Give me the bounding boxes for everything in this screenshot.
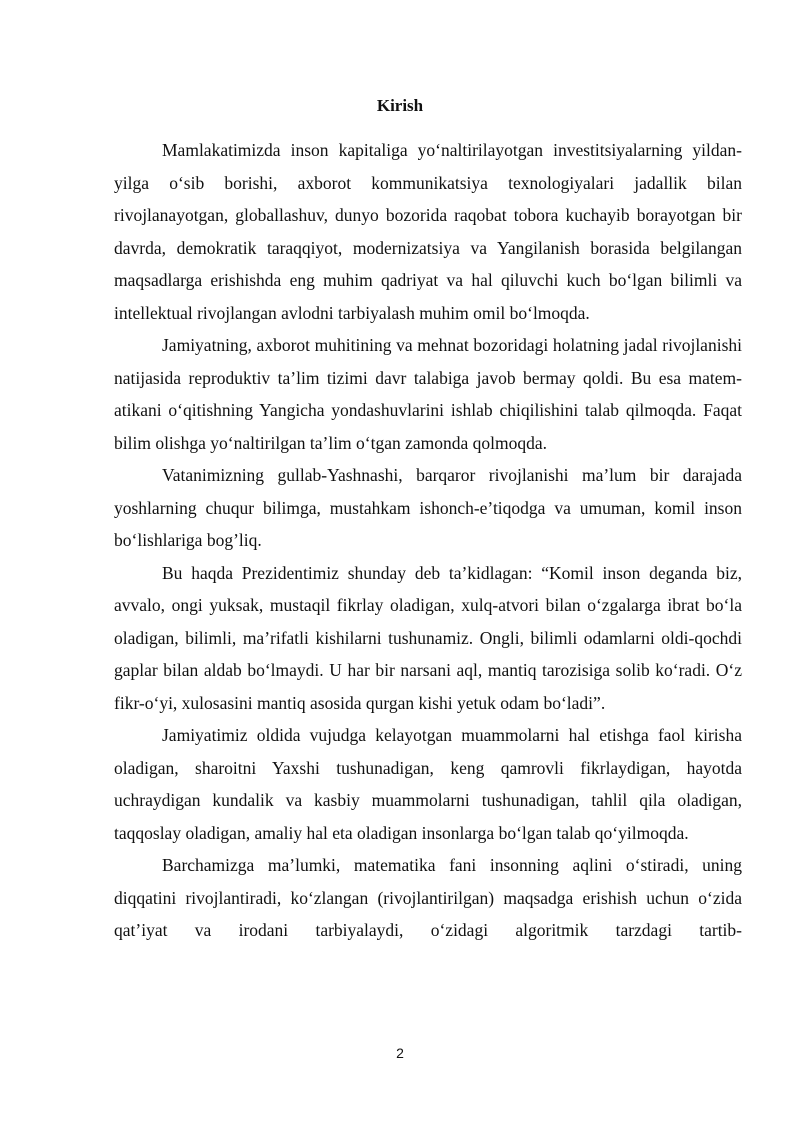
page-number: 2 <box>396 1045 404 1061</box>
paragraph-1: Mamlakatimizda inson kapitaliga yo‘naltirilayotgan investitsiyalarning yildan-yilga o‘sib borishi, axborot kommunikatsiya texnologiyalari jadallik bilan rivojlanayotgan, globallashuv, dunyo bozorida raqobat tobora kuchayib borayotgan bir davrda, demokratik taraqqiyot, modernizatsiya va Yangilanish borasida belgilangan maqsadlarga erishishda eng muhim qadriyat va hal qiluvchi kuch bo‘lgan bilimli va intellektual rivojlangan avlodni tarbiyalash muhim omil bo‘lmoqda. <box>114 140 742 323</box>
document-body <box>114 134 742 947</box>
paragraph-2: Jamiyatning, axborot muhitining va mehnat bozoridagi holatning jadal rivojlanishi natijasida reproduktiv ta’lim tizimi davr talabiga javob bermay qoldi. Bu esa matem- atikani o‘qitishning Yangicha yondashuvlarini ishlab chiqilishini talab qilmoqda. Faqat bilim olishga yo‘naltirilgan ta’lim o‘tgan zamonda qolmoqda. <box>114 335 742 453</box>
paragraph-6: Barchamizga ma’lumki, matematika fani insonning aqlini o‘stiradi, uning diqqatini rivojlantiradi, ko‘zlangan (rivojlantirilgan) maqsadga erishish uchun o‘zida qat’iyat va irodani tarbiyalaydi, o‘zidagi algoritmik tarzdagi tartib- <box>114 855 742 940</box>
page-title: Kirish <box>376 96 424 115</box>
paragraph-4: Bu haqda Prezidentimiz shunday deb ta’kidlagan: “Komil inson deganda biz, avvalo, ongi yuksak, mustaqil fikrlay oladigan, xulq-atvori bilan o‘zgalarga ibrat bo‘la oladigan, bilimli, ma’rifatli kishilarni tushunamiz. Ongli, bilimli odamlarni oldi-qochdi gaplar bilan aldab bo‘lmaydi. U har bir narsani aql, mantiq tarozisiga solib ko‘radi. O‘z fikr-o‘yi, xulosasini mantiq asosida qurgan kishi yetuk odam bo‘ladi”. <box>114 562 742 713</box>
paragraph-3: Vatanimizning gullab-Yashnashi, barqaror rivojlanishi ma’lum bir darajada yoshlarning chuqur bilimga, mustahkam ishonch-e’tiqodga va umuman, komil inson bo‘lishlariga bog’liq. <box>114 465 742 550</box>
paragraph-5: Jamiyatimiz oldida vujudga kelayotgan muammolarni hal etishga faol kirisha oladigan, sharoitni Yaxshi tushunadigan, keng qamrovli fikrlaydigan, hayotda uchraydigan kundalik va kasbiy muammolarni tushunadigan, tahlil qila oladigan, taqqoslay oladigan, amaliy hal eta oladigan insonlarga bo‘lgan talab qo‘yilmoqda. <box>114 725 742 843</box>
